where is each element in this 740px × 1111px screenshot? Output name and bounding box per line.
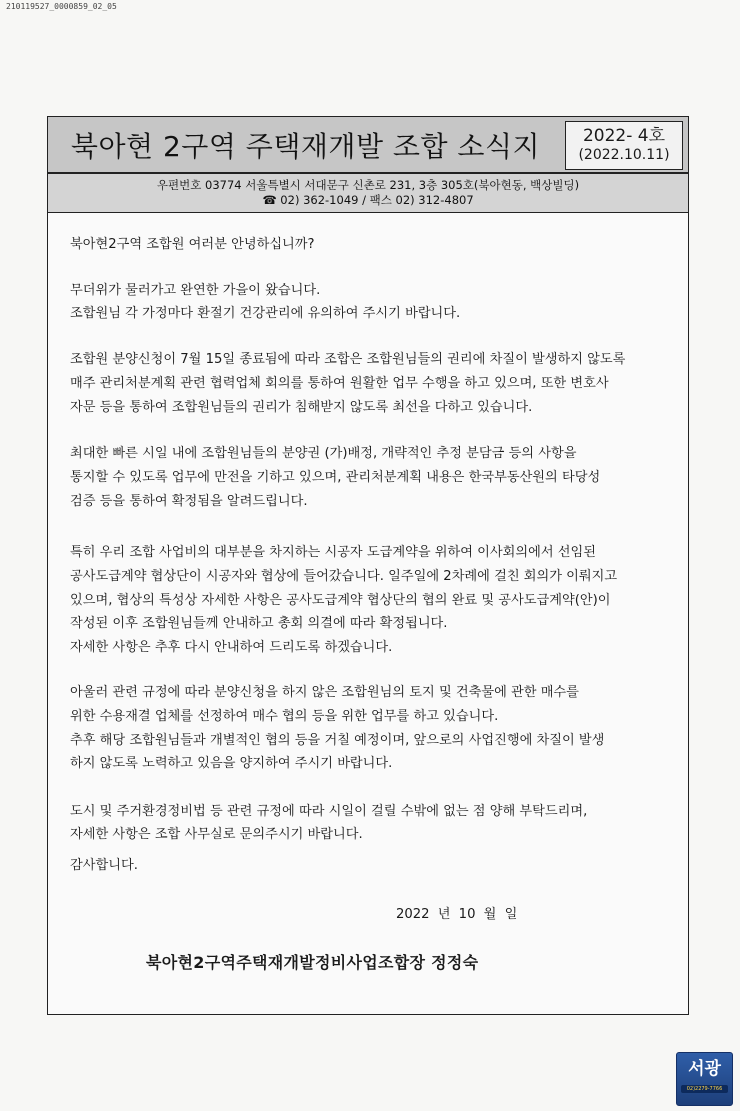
letter-date: 2022 년 10 월 일 xyxy=(396,907,518,922)
issue-date: (2022.10.11) xyxy=(578,147,670,163)
address-bar xyxy=(48,174,688,213)
p2-line: 매주 관리처분계획 관련 협력업체 회의를 통하여 원활한 업무 수행을 하고 있으며, 또한 변호사 xyxy=(70,376,609,391)
issue-number: 2022- 4호 xyxy=(582,126,666,146)
p3-line: 통지할 수 있도록 업무에 만전을 기하고 있으며, 관리처분계획 내용은 한국부동산원의 타당성 xyxy=(70,470,601,485)
p6-line: 도시 및 주거환경정비법 등 관련 규정에 따라 시일이 걸릴 수밖에 없는 점 양해 부탁드리며, xyxy=(70,804,588,819)
p4-line: 작성된 이후 조합원님들께 안내하고 총회 의결에 따라 확정됩니다. xyxy=(70,616,448,631)
document-id: 210119527_0000859_02_05 xyxy=(6,2,117,11)
printer-stamp xyxy=(676,1052,733,1106)
p5-line: 하지 않도록 노력하고 있음을 양지하여 주시기 바랍니다. xyxy=(70,756,393,771)
p1-line: 무더위가 물러가고 완연한 가을이 왔습니다. xyxy=(70,283,321,298)
p5-line: 위한 수용재결 업체를 선정하여 매수 협의 등을 위한 업무를 하고 있습니다. xyxy=(70,709,499,724)
p2-line: 조합원 분양신청이 7월 15일 종료됨에 따라 조합은 조합원님들의 권리에 차질이 발생하지 않도록 xyxy=(70,352,626,367)
p1-line: 조합원님 각 가정마다 환절기 건강관리에 유의하여 주시기 바랍니다. xyxy=(70,306,461,321)
p2-line: 자문 등을 통하여 조합원님들의 권리가 침해받지 않도록 최선을 다하고 있습니다. xyxy=(70,400,533,415)
p3-line: 검증 등을 통하여 확정됨을 알려드립니다. xyxy=(70,494,308,509)
closing: 감사합니다. xyxy=(70,858,138,873)
issue-box xyxy=(565,121,683,170)
postal-address: 우편번호 03774 서울특별시 서대문구 신촌로 231, 3층 305호(북아현동, 백상빌딩) xyxy=(156,178,580,192)
p3-line: 최대한 빠른 시일 내에 조합원님들의 분양권 (가)배정, 개략적인 추정 분담금 등의 사항을 xyxy=(70,446,577,461)
p4-line: 있으며, 협상의 특성상 자세한 사항은 공사도급계약 협상단의 협의 완료 및 공사도급계약(안)이 xyxy=(70,593,611,608)
greeting: 북아현2구역 조합원 여러분 안녕하십니까? xyxy=(70,237,315,252)
stamp-tel: 02)2279-7766 xyxy=(681,1085,728,1093)
p5-line: 아울러 관련 규정에 따라 분양신청을 하지 않은 조합원님의 토지 및 건축물에 관한 매수를 xyxy=(70,685,579,700)
signature: 북아현2구역주택재개발정비사업조합장 정정숙 xyxy=(146,953,479,972)
p4-line: 특히 우리 조합 사업비의 대부분을 차지하는 시공자 도급계약을 위하여 이사회의에서 선임된 xyxy=(70,545,597,560)
p4-line: 자세한 사항은 추후 다시 안내하여 드리도록 하겠습니다. xyxy=(70,640,393,655)
p4-line: 공사도급계약 협상단이 시공자와 협상에 들어갔습니다. 일주일에 2차례에 걸친 회의가 이뤄지고 xyxy=(70,569,618,584)
newsletter-title: 북아현 2구역 주택재개발 조합 소식지 xyxy=(70,129,541,163)
contact-numbers: ☎ 02) 362-1049 / 팩스 02) 312-4807 xyxy=(262,193,474,207)
p5-line: 추후 해당 조합원님들과 개별적인 협의 등을 거칠 예정이며, 앞으로의 사업진행에 차질이 발생 xyxy=(70,733,605,748)
stamp-name: 서광 xyxy=(688,1059,721,1079)
p6-line: 자세한 사항은 조합 사무실로 문의주시기 바랍니다. xyxy=(70,827,363,842)
newsletter-header xyxy=(48,117,688,174)
